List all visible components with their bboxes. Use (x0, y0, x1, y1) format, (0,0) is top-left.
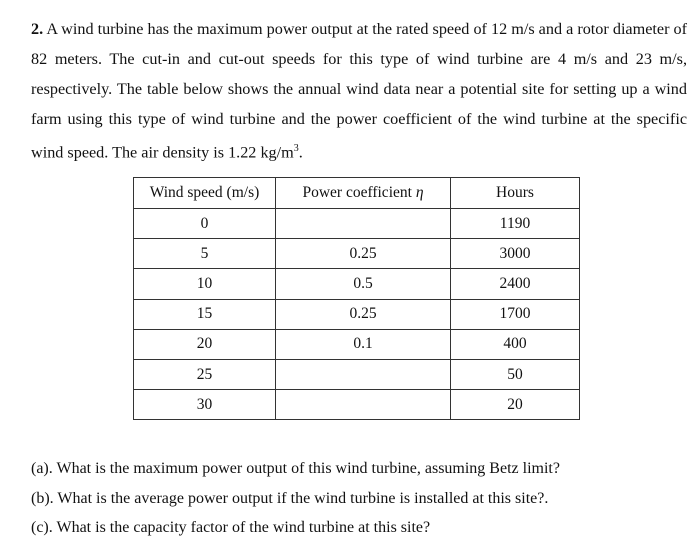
header-hours: Hours (451, 178, 580, 209)
table-row (134, 390, 580, 420)
cell-speed: 30 (134, 390, 276, 420)
statement-end: . (298, 143, 303, 162)
cell-speed: 5 (134, 239, 276, 269)
table-row (134, 239, 580, 269)
cell-cp (276, 390, 451, 420)
table-header-row (134, 178, 580, 209)
cell-speed: 15 (134, 299, 276, 329)
cell-hours: 1190 (451, 209, 580, 239)
cell-hours: 50 (451, 359, 580, 389)
cell-hours: 3000 (451, 239, 580, 269)
problem-number: 2. (31, 20, 44, 38)
cell-speed: 0 (134, 209, 276, 239)
cell-hours: 1700 (451, 299, 580, 329)
header-wind-speed: Wind speed (m/s) (134, 178, 276, 209)
table-row (134, 299, 580, 329)
eta-symbol: η (415, 184, 424, 201)
table-row (134, 359, 580, 389)
cell-cp: 0.5 (276, 269, 451, 299)
cell-cp: 0.25 (276, 239, 451, 269)
cell-cp (276, 359, 451, 389)
cell-speed: 20 (134, 329, 276, 359)
question-b: (b). What is the average power output if the wind turbine is installed at this site?. (31, 489, 549, 507)
cell-hours: 2400 (451, 269, 580, 299)
cell-speed: 25 (134, 359, 276, 389)
table-row (134, 209, 580, 239)
table-row (134, 269, 580, 299)
wind-data-table (133, 177, 580, 420)
cell-hours: 20 (451, 390, 580, 420)
density-exponent: 3 (293, 143, 299, 154)
question-c: (c). What is the capacity factor of the wind turbine at this site? (31, 519, 431, 537)
cell-cp: 0.25 (276, 299, 451, 329)
header-power-coefficient-label: Power coefficient (302, 184, 412, 201)
header-power-coefficient (276, 178, 451, 209)
problem-statement (31, 14, 687, 167)
question-a: (a). What is the maximum power output of this wind turbine, assuming Betz limit? (31, 460, 560, 477)
problem-text: A wind turbine has the maximum power output at the rated speed of 12 m/s and a rotor diameter of 82 meters. The cut-in and cut-out speeds for this type of wind turbine are 4 m/s and 23 m/s, respectively. The table below shows the annual wind data near a potential site for setting up a wind farm using this type of wind turbine and the power coefficient of the wind turbine at the specific wind speed. The air density is 1.22 kg/m (31, 20, 688, 162)
cell-speed: 10 (134, 269, 276, 299)
cell-cp: 0.1 (276, 329, 451, 359)
cell-hours: 400 (451, 329, 580, 359)
table-row (134, 329, 580, 359)
questions-list (31, 454, 560, 543)
cell-cp (276, 209, 451, 239)
